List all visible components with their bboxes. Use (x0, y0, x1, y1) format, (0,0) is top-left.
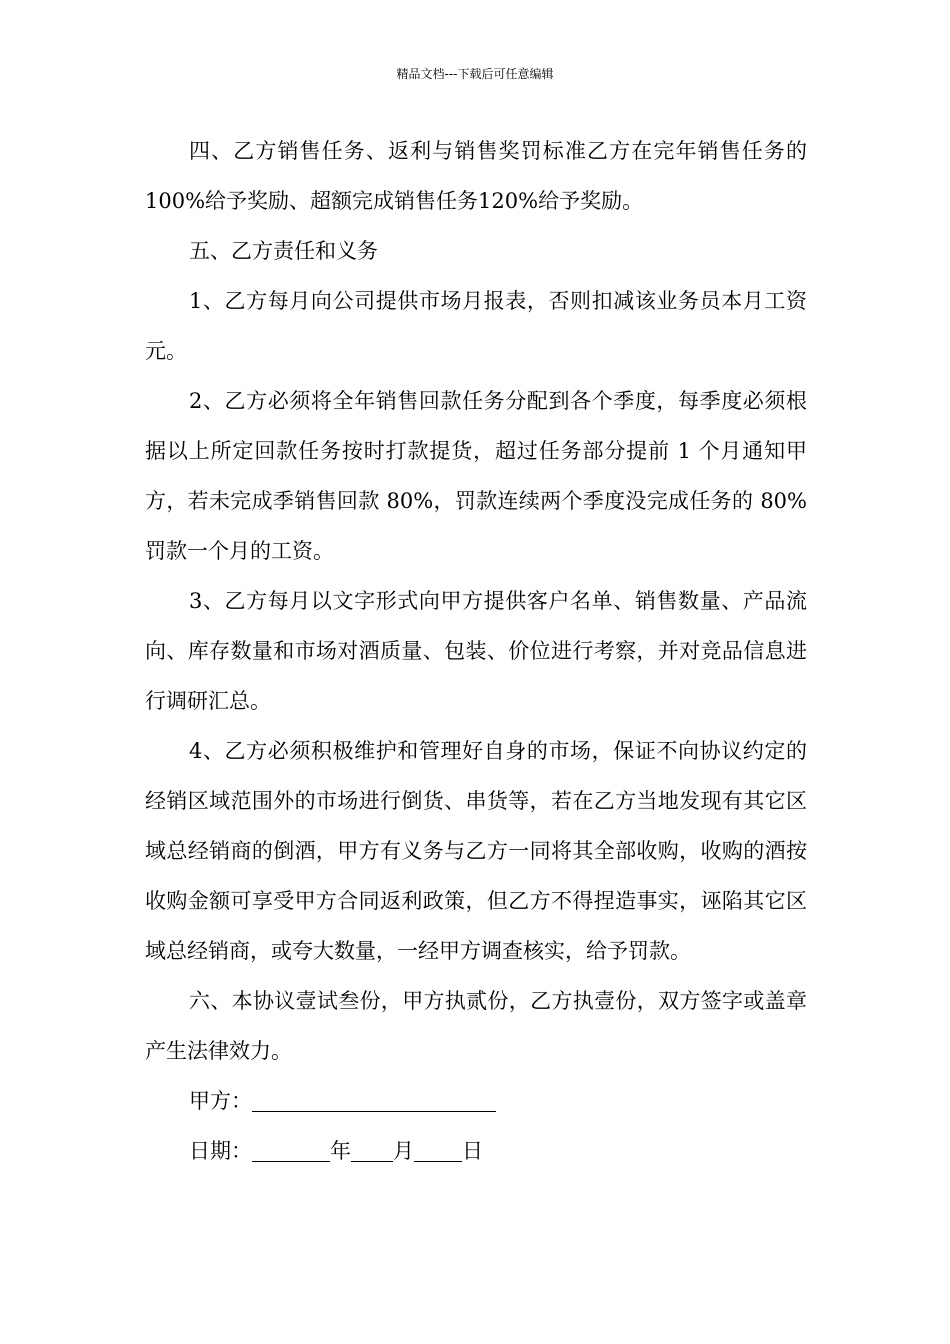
date-label: 日期： (189, 1139, 252, 1163)
paragraph-clause-3: 3、乙方每月以文字形式向甲方提供客户名单、销售数量、产品流向、库存数量和市场对酒质量、包装、价位进行考察，并对竞品信息进行调研汇总。 (145, 589, 807, 713)
month-label: 月 (393, 1139, 414, 1163)
year-blank[interactable] (252, 1139, 330, 1162)
date-line (145, 1126, 807, 1176)
paragraph-sales-targets: 四、乙方销售任务、返利与销售奖罚标准乙方在完年销售任务的100%给予奖励、超额完成销售任务120%给予奖励。 (145, 139, 807, 213)
year-label: 年 (330, 1139, 351, 1163)
party-a-signature-line (145, 1076, 807, 1126)
paragraph-clause-2: 2、乙方必须将全年销售回款任务分配到各个季度，每季度必须根据以上所定回款任务按时打款提货，超过任务部分提前 1 个月通知甲方，若未完成季销售回款 80%，罚款连续两个季度没完成任务的 80%罚款一个月的工资。 (145, 389, 807, 563)
day-label: 日 (462, 1139, 483, 1163)
paragraph-copies: 六、本协议壹试叁份，甲方执贰份，乙方执壹份，双方签字或盖章产生法律效力。 (145, 989, 807, 1063)
document-body (145, 126, 807, 1176)
day-blank[interactable] (414, 1139, 462, 1162)
page-header: 精品文档---下载后可任意编辑 (396, 67, 554, 81)
party-a-name-blank[interactable] (252, 1089, 496, 1112)
paragraph-clause-4: 4、乙方必须积极维护和管理好自身的市场，保证不向协议约定的经销区域范围外的市场进行倒货、串货等，若在乙方当地发现有其它区域总经销商的倒酒，甲方有义务与乙方一同将其全部收购，收购的酒按收购金额可享受甲方合同返利政策，但乙方不得捏造事实，诬陷其它区域总经销商，或夸大数量，一经甲方调查核实，给予罚款。 (145, 739, 807, 963)
month-blank[interactable] (351, 1139, 393, 1162)
party-a-label: 甲方： (189, 1089, 252, 1113)
paragraph-duties-heading: 五、乙方责任和义务 (189, 239, 378, 263)
paragraph-clause-1: 1、乙方每月向公司提供市场月报表，否则扣减该业务员本月工资元。 (145, 289, 807, 363)
